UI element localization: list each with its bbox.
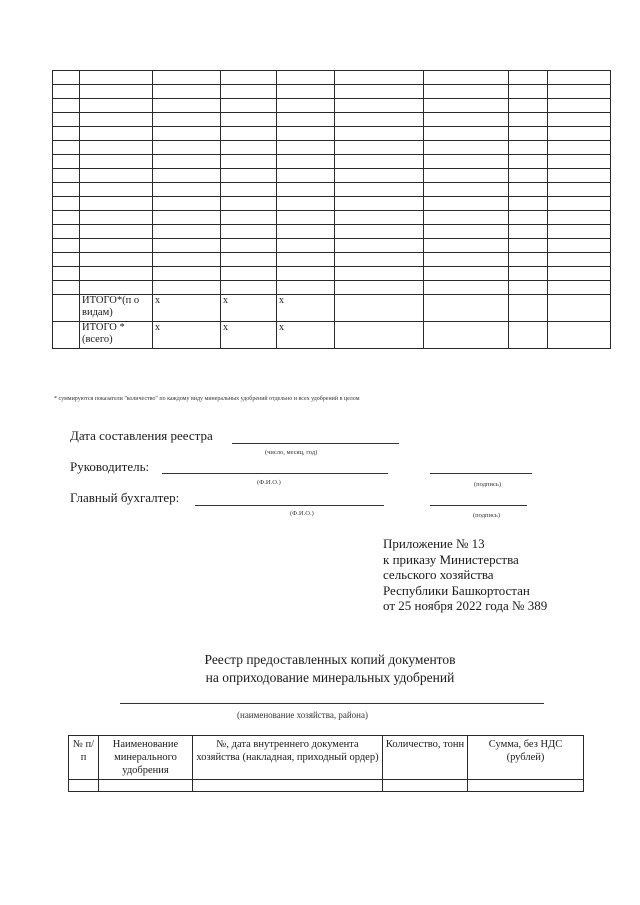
ledger-cell xyxy=(548,211,611,225)
ledger-row xyxy=(53,281,611,295)
ledger-cell xyxy=(335,71,424,85)
ledger-cell xyxy=(424,322,509,349)
ledger-cell xyxy=(509,155,548,169)
ledger-cell xyxy=(53,85,80,99)
total-label: ИТОГО *(всего) xyxy=(80,322,153,349)
head-sign-caption: (подпись) xyxy=(474,481,501,488)
ledger-cell xyxy=(335,281,424,295)
ledger-row xyxy=(53,99,611,113)
register-cell xyxy=(69,780,99,792)
ledger-cell xyxy=(80,211,153,225)
ledger-total-row xyxy=(53,295,611,322)
ledger-cell xyxy=(548,85,611,99)
ledger-cell xyxy=(221,239,277,253)
ledger-cell xyxy=(221,155,277,169)
ledger-row xyxy=(53,225,611,239)
register-cell xyxy=(99,780,193,792)
accountant-name-field xyxy=(195,505,384,506)
ledger-cell xyxy=(277,197,335,211)
ledger-cell xyxy=(335,85,424,99)
date-field xyxy=(232,443,399,444)
ledger-cell xyxy=(153,141,221,155)
ledger-cell xyxy=(509,295,548,322)
appendix-number: Приложение № 13 xyxy=(383,536,485,551)
ledger-cell xyxy=(80,183,153,197)
ledger-cell xyxy=(153,211,221,225)
ledger-cell xyxy=(424,267,509,281)
ledger-cell xyxy=(509,183,548,197)
ledger-cell xyxy=(548,322,611,349)
ledger-row xyxy=(53,85,611,99)
header-document: №, дата внутреннего документа хозяйства (накладная, приходный ордер) xyxy=(193,736,383,780)
ledger-cell xyxy=(80,239,153,253)
ledger-cell xyxy=(53,267,80,281)
ledger-cell xyxy=(335,99,424,113)
ledger-cell xyxy=(335,155,424,169)
ledger-cell xyxy=(548,267,611,281)
ledger-cell xyxy=(424,197,509,211)
accountant-label: Главный бухгалтер: xyxy=(70,490,180,505)
ledger-row xyxy=(53,253,611,267)
ledger-cell xyxy=(221,253,277,267)
ledger-cell xyxy=(277,127,335,141)
ledger-cell xyxy=(548,197,611,211)
ledger-cell xyxy=(80,99,153,113)
ledger-cell xyxy=(509,141,548,155)
total-mark: х xyxy=(221,295,277,322)
total-mark: х xyxy=(277,295,335,322)
ledger-cell xyxy=(80,197,153,211)
farm-name-field xyxy=(120,703,544,704)
ledger-cell xyxy=(80,225,153,239)
ledger-cell xyxy=(509,281,548,295)
ledger-cell xyxy=(53,141,80,155)
ledger-cell xyxy=(153,197,221,211)
ledger-cell xyxy=(80,113,153,127)
accountant-signature-field xyxy=(430,505,527,506)
ledger-cell xyxy=(277,211,335,225)
ledger-cell xyxy=(335,295,424,322)
ledger-cell xyxy=(277,281,335,295)
head-name-caption: (Ф.И.О.) xyxy=(257,479,281,486)
ledger-cell xyxy=(424,239,509,253)
ledger-cell xyxy=(53,253,80,267)
appendix-date: от 25 ноября 2022 года № 389 xyxy=(383,598,548,613)
farm-caption: (наименование хозяйства, района) xyxy=(237,710,368,720)
ledger-cell xyxy=(53,211,80,225)
ledger-cell xyxy=(548,225,611,239)
ledger-row xyxy=(53,211,611,225)
ledger-cell xyxy=(277,169,335,183)
ledger-cell xyxy=(221,71,277,85)
register-cell xyxy=(468,780,584,792)
ledger-cell xyxy=(221,85,277,99)
ledger-row xyxy=(53,239,611,253)
ledger-cell xyxy=(335,322,424,349)
ledger-row xyxy=(53,197,611,211)
ledger-cell xyxy=(80,141,153,155)
ledger-cell xyxy=(221,225,277,239)
ledger-row xyxy=(53,71,611,85)
ledger-cell xyxy=(153,85,221,99)
ledger-cell xyxy=(335,169,424,183)
ledger-row xyxy=(53,141,611,155)
ledger-cell xyxy=(509,99,548,113)
ledger-cell xyxy=(277,141,335,155)
ledger-cell xyxy=(80,155,153,169)
ledger-cell xyxy=(509,211,548,225)
ledger-cell xyxy=(53,169,80,183)
ledger-cell xyxy=(277,71,335,85)
total-mark: х xyxy=(221,322,277,349)
ledger-cell xyxy=(221,267,277,281)
ledger-cell xyxy=(80,71,153,85)
total-mark: х xyxy=(153,322,221,349)
ledger-cell xyxy=(221,99,277,113)
ledger-cell xyxy=(335,239,424,253)
ledger-cell xyxy=(424,141,509,155)
ledger-cell xyxy=(53,99,80,113)
total-mark: х xyxy=(153,295,221,322)
register-table xyxy=(68,735,584,792)
ledger-row xyxy=(53,113,611,127)
ledger-cell xyxy=(548,183,611,197)
ledger-cell xyxy=(548,71,611,85)
ledger-cell xyxy=(277,183,335,197)
accountant-sign-caption: (подпись) xyxy=(473,512,500,519)
ledger-cell xyxy=(277,267,335,281)
head-label: Руководитель: xyxy=(70,459,150,474)
header-sum: Сумма, без НДС (рублей) xyxy=(468,736,584,780)
register-header-row xyxy=(69,736,584,780)
ledger-cell xyxy=(277,113,335,127)
ledger-cell xyxy=(277,85,335,99)
ledger-cell xyxy=(221,211,277,225)
ledger-cell xyxy=(221,141,277,155)
header-quantity: Количество, тонн xyxy=(383,736,468,780)
ledger-cell xyxy=(424,281,509,295)
ledger-cell xyxy=(335,183,424,197)
ledger-cell xyxy=(424,295,509,322)
document-title xyxy=(0,651,640,687)
ledger-cell xyxy=(509,253,548,267)
ledger-cell xyxy=(153,155,221,169)
ledger-body xyxy=(53,71,611,349)
appendix-republic: Республики Башкортостан xyxy=(383,582,530,598)
register-cell xyxy=(383,780,468,792)
ledger-cell xyxy=(153,225,221,239)
ledger-cell xyxy=(548,113,611,127)
ledger-cell xyxy=(53,239,80,253)
register-empty-row xyxy=(69,780,584,792)
ledger-row xyxy=(53,183,611,197)
ledger-cell xyxy=(509,322,548,349)
ledger-cell xyxy=(153,281,221,295)
ledger-cell xyxy=(53,71,80,85)
title-line-1: Реестр предоставленных копий документов xyxy=(204,652,456,667)
ledger-cell xyxy=(424,183,509,197)
ledger-cell xyxy=(153,127,221,141)
register-cell xyxy=(193,780,383,792)
date-label: Дата составления реестра xyxy=(70,428,213,443)
ledger-cell xyxy=(277,99,335,113)
ledger-cell xyxy=(335,141,424,155)
ledger-cell xyxy=(153,99,221,113)
ledger-cell xyxy=(335,211,424,225)
ledger-cell xyxy=(153,169,221,183)
ledger-row xyxy=(53,267,611,281)
ledger-cell xyxy=(153,183,221,197)
ledger-cell xyxy=(424,127,509,141)
ledger-total-row xyxy=(53,322,611,349)
header-number: № п/п xyxy=(69,736,99,780)
ledger-cell xyxy=(548,127,611,141)
ledger-cell xyxy=(80,127,153,141)
ledger-cell xyxy=(509,169,548,183)
ledger-cell xyxy=(424,99,509,113)
ledger-cell xyxy=(424,169,509,183)
ledger-cell xyxy=(424,85,509,99)
ledger-cell xyxy=(548,295,611,322)
total-label: ИТОГО*(п о видам) xyxy=(80,295,153,322)
ledger-cell xyxy=(509,127,548,141)
ledger-cell xyxy=(221,113,277,127)
ledger-cell xyxy=(335,253,424,267)
ledger-cell xyxy=(153,253,221,267)
ledger-cell xyxy=(548,169,611,183)
title-line-2: на оприходование минеральных удобрений xyxy=(205,670,455,685)
ledger-cell xyxy=(335,267,424,281)
ledger-cell xyxy=(335,225,424,239)
ledger-row xyxy=(53,127,611,141)
appendix-header xyxy=(383,536,547,614)
ledger-cell xyxy=(335,127,424,141)
footnote: * суммируются показатели "количество" по каждому виду минеральных удобрений отдельно и всех удобрений в целом xyxy=(54,396,360,402)
date-caption: (число, месяц, год) xyxy=(265,449,318,456)
ledger-cell xyxy=(53,183,80,197)
ledger-cell xyxy=(335,197,424,211)
ledger-cell xyxy=(424,71,509,85)
ledger-cell xyxy=(53,295,80,322)
ledger-cell xyxy=(221,183,277,197)
ledger-cell xyxy=(53,225,80,239)
ledger-cell xyxy=(277,239,335,253)
ledger-cell xyxy=(424,113,509,127)
ledger-cell xyxy=(548,141,611,155)
ledger-cell xyxy=(424,155,509,169)
ledger-cell xyxy=(509,267,548,281)
ledger-cell xyxy=(548,281,611,295)
ledger-cell xyxy=(221,197,277,211)
total-mark: х xyxy=(277,322,335,349)
ledger-cell xyxy=(548,99,611,113)
ledger-cell xyxy=(509,85,548,99)
appendix-order: к приказу Министерства xyxy=(383,551,519,567)
ledger-cell xyxy=(509,71,548,85)
ledger-row xyxy=(53,155,611,169)
ledger-cell xyxy=(153,239,221,253)
ledger-cell xyxy=(153,267,221,281)
ledger-cell xyxy=(221,127,277,141)
head-name-field xyxy=(162,473,388,474)
ledger-table xyxy=(52,70,611,349)
ledger-cell xyxy=(277,225,335,239)
ledger-cell xyxy=(53,197,80,211)
accountant-name-caption: (Ф.И.О.) xyxy=(290,510,314,517)
ledger-cell xyxy=(509,225,548,239)
ledger-cell xyxy=(53,155,80,169)
ledger-row xyxy=(53,169,611,183)
head-signature-field xyxy=(430,473,532,474)
ledger-cell xyxy=(509,113,548,127)
ledger-cell xyxy=(53,113,80,127)
ledger-cell xyxy=(80,85,153,99)
header-fertilizer: Наименование минерального удобрения xyxy=(99,736,193,780)
ledger-cell xyxy=(424,211,509,225)
ledger-cell xyxy=(53,281,80,295)
ledger-cell xyxy=(335,113,424,127)
ledger-cell xyxy=(424,225,509,239)
ledger-cell xyxy=(80,267,153,281)
ledger-cell xyxy=(153,113,221,127)
ledger-cell xyxy=(221,169,277,183)
ledger-cell xyxy=(53,322,80,349)
ledger-cell xyxy=(153,71,221,85)
ledger-cell xyxy=(548,239,611,253)
ledger-cell xyxy=(277,253,335,267)
ledger-cell xyxy=(53,127,80,141)
appendix-ministry: сельского хозяйства xyxy=(383,567,494,582)
ledger-cell xyxy=(424,253,509,267)
ledger-cell xyxy=(509,197,548,211)
ledger-cell xyxy=(548,253,611,267)
ledger-cell xyxy=(80,169,153,183)
ledger-cell xyxy=(548,155,611,169)
ledger-cell xyxy=(277,155,335,169)
ledger-cell xyxy=(80,281,153,295)
ledger-cell xyxy=(509,239,548,253)
ledger-cell xyxy=(80,253,153,267)
ledger-cell xyxy=(221,281,277,295)
